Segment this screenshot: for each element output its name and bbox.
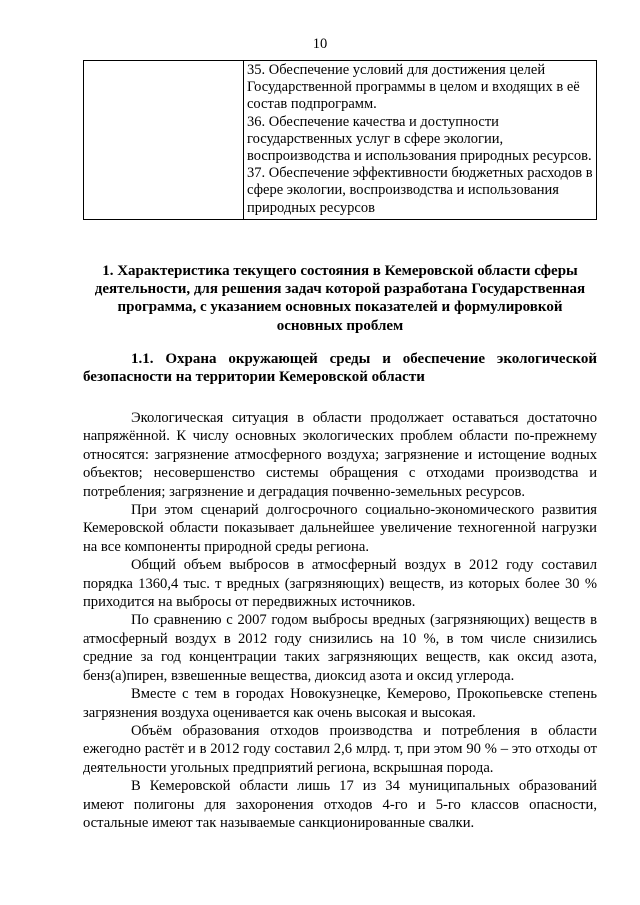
section-heading: 1. Характеристика текущего состояния в Кемеровской области сферы деятельности, для решения задач которой разработана Государственная программа, с указанием основных показателей и формулировкой основных проблем [94,263,586,334]
table-cell-empty [84,61,244,220]
goal-item: 35. Обеспечение условий для достижения целей Государственной программы в целом и входящих в её состав подпрограмм. [247,62,580,113]
table-cell-goals [244,61,597,220]
paragraph: В Кемеровской области лишь 17 из 34 муниципальных образований имеют полигоны для захоронения отходов 4-го и 5-го классов опасности, остальные имеют так называемые санкционированные свалки. [83,778,597,831]
goal-item: 36. Обеспечение качества и доступности государственных услуг в сфере экологии, воспроизводства и использования природных ресурсов. [247,113,592,165]
paragraph: По сравнению с 2007 годом выбросы вредных (загрязняющих) веществ в атмосферный воздух в 2012 году снизились на 10 %, в том числе снизились средние за год концентрации таких загрязняющих веществ, как оксид азота, бенз(а)пирен, взвешенные вещества, диоксид азота и оксид углерода. [83,612,597,684]
paragraph: Общий объем выбросов в атмосферный воздух в 2012 году составил порядка 1360,4 тыс. т вредных (загрязняющих) веществ, из которых более 30 % приходится на выбросы от передвижных источников. [83,557,597,611]
paragraph: Вместе с тем в городах Новокузнецке, Кемерово, Прокопьевске степень загрязнения воздуха оценивается как очень высокая и высокая. [83,686,597,721]
body-text [83,409,597,832]
subsection-heading: 1.1. Охрана окружающей среды и обеспечение экологической безопасности на территории Кемеровской области [83,351,597,385]
goals-table [83,60,597,220]
paragraph: При этом сценарий долгосрочного социально-экономического развития Кемеровской области показывает дальнейшее увеличение техногенной нагрузки на все компоненты природной среды региона. [83,502,597,555]
paragraph: Объём образования отходов производства и потребления в области ежегодно растёт и в 2012 году составил 2,6 млрд. т, при этом 90 % – это отходы от деятельности угольных предприятий региона, вскрышная порода. [83,722,597,776]
page-number: 10 [312,36,328,52]
goal-item: 37. Обеспечение эффективности бюджетных расходов в сфере экологии, воспроизводства и использования природных ресурсов [247,165,593,216]
table-row [84,61,597,220]
paragraph: Экологическая ситуация в области продолжает оставаться достаточно напряжённой. К числу основных экологических проблем области по-прежнему относятся: загрязнение атмосферного воздуха; загрязнение и истощение водных объектов; несовершенство системы обращения с отходами производства и потребления; загрязнение и деградация почвенно-земельных ресурсов. [83,410,597,500]
